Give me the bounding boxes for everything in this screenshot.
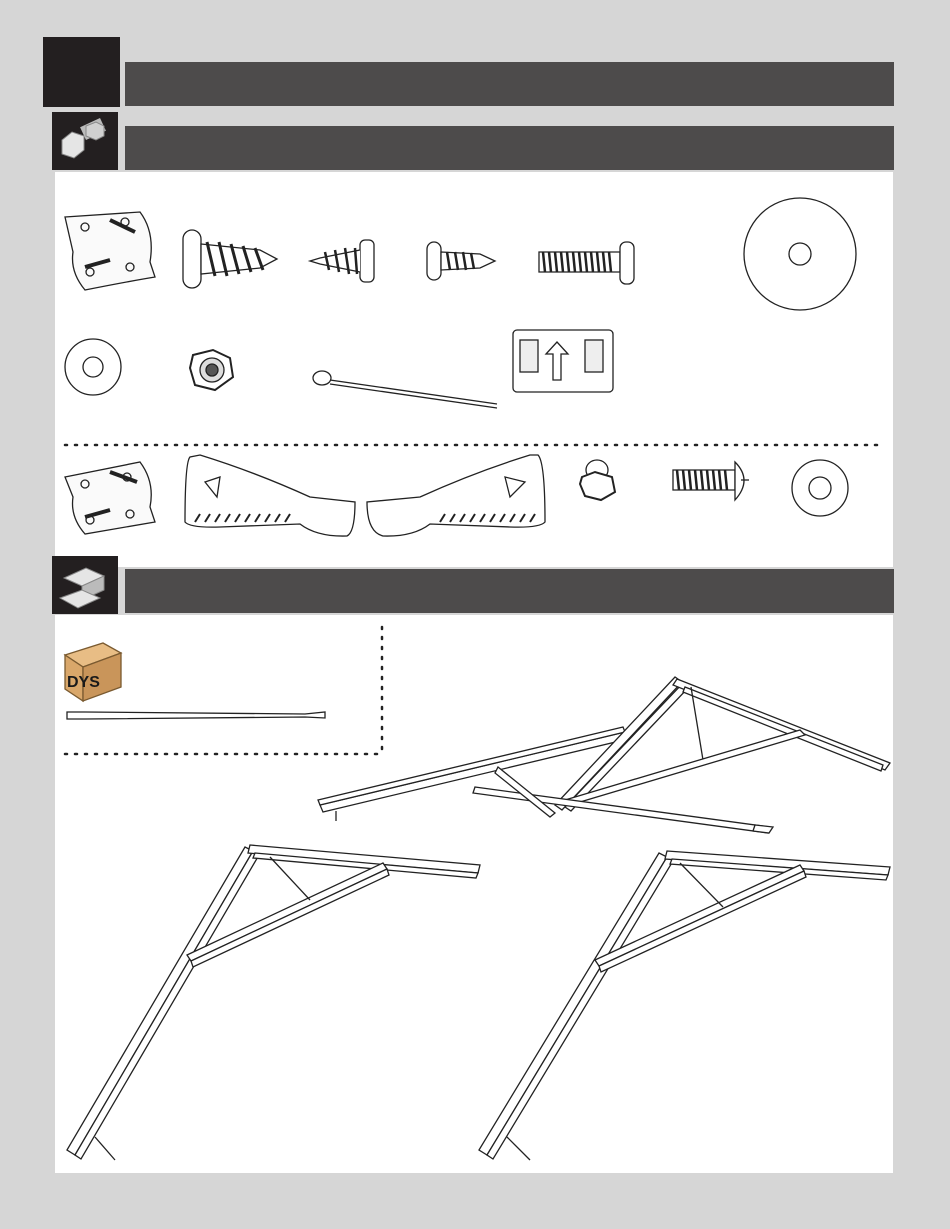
bracket-icon (52, 556, 118, 614)
assembly-title-bar (125, 569, 894, 613)
top-truss-assembly (318, 677, 890, 833)
pan-head-screw-large-icon (183, 230, 277, 288)
small-washer-icon (65, 339, 121, 395)
right-truss (479, 851, 890, 1160)
assembly-drawing (55, 615, 893, 1173)
step-number-box (43, 37, 120, 107)
step-title-bar (125, 62, 894, 106)
washer-head-screw-icon (310, 240, 374, 282)
bracket-plate-icon-2 (65, 462, 155, 534)
rod-icon (67, 712, 325, 719)
hardware-title-bar (125, 126, 894, 170)
assembly-panel (55, 615, 893, 1173)
machine-bolt-icon (539, 242, 634, 284)
truss-head-bolt-icon (673, 462, 749, 500)
large-washer-icon (744, 198, 856, 310)
gusset-left-icon (185, 455, 355, 536)
cotter-pin-icon (313, 371, 497, 408)
hex-nut-icon (190, 350, 233, 390)
hardware-icon-tile (52, 112, 118, 170)
bracket-plate-icon (65, 212, 155, 290)
parts-box-icon (65, 643, 121, 701)
hardware-panel (55, 172, 893, 567)
hardware-drawings (55, 172, 893, 567)
acorn-nut-icon (580, 460, 615, 500)
bolt-nut-icon (52, 112, 118, 170)
box-label: DYS (67, 674, 100, 691)
pan-head-screw-small-icon (427, 242, 495, 280)
gusset-right-icon (367, 455, 545, 536)
clip-plate-icon (513, 330, 613, 392)
assembly-icon-tile (52, 556, 118, 614)
left-truss (67, 845, 480, 1160)
flat-washer-icon (792, 460, 848, 516)
